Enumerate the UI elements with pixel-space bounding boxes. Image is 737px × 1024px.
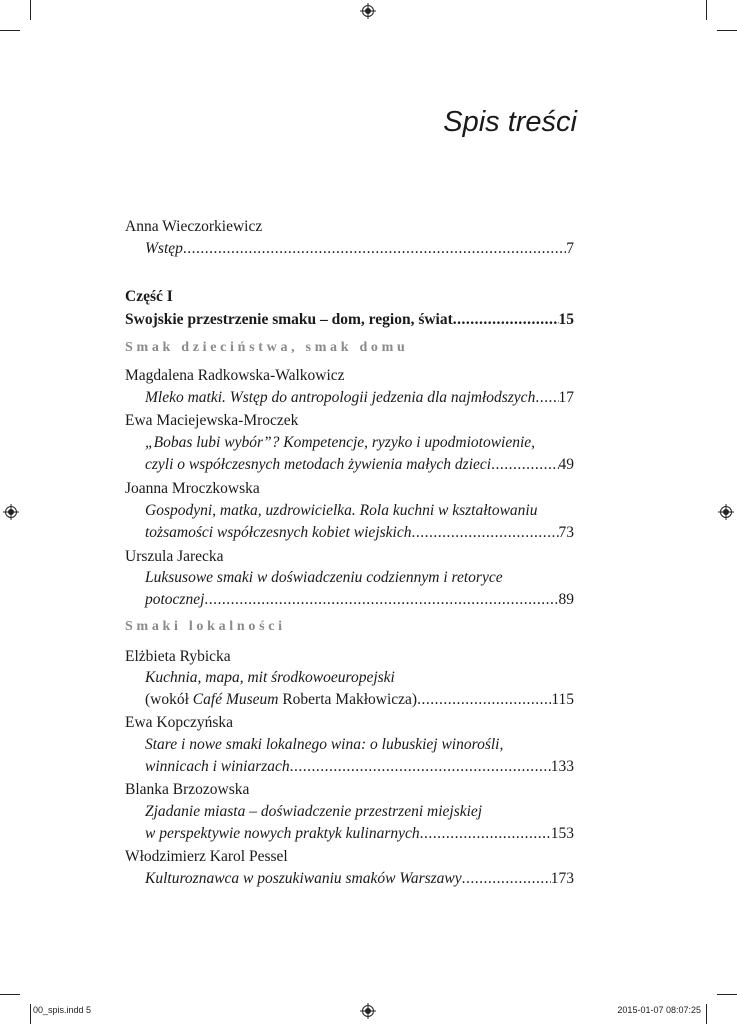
registration-mark-icon <box>360 1003 376 1019</box>
toc-entry-row[interactable] <box>145 589 574 611</box>
footer-timestamp: 2015-01-07 08:07:25 <box>617 1005 701 1015</box>
toc-entry-title: w perspektywie nowych praktyk kulinarnych <box>145 825 420 842</box>
toc-entry-title: „Bobas lubi wybór”? Kompetencje, ryzyko i upodmiotowienie, <box>145 434 536 451</box>
crop-mark-bottom-left-h <box>0 994 20 995</box>
dot-leader <box>417 689 551 711</box>
page-number: 153 <box>550 825 574 842</box>
toc-author: Elżbieta Rybicka <box>125 648 231 665</box>
toc-author: Joanna Mroczkowska <box>125 480 260 497</box>
crop-mark-top-right-v <box>706 0 707 20</box>
page-number: 7 <box>566 240 574 257</box>
toc-author: Blanka Brzozowska <box>125 781 250 798</box>
page-title: Spis treści <box>443 106 577 138</box>
dot-leader <box>204 589 558 611</box>
part-label: Część I <box>125 288 173 305</box>
toc-entry-title <box>145 689 417 711</box>
toc-entry-title: Zjadanie miasta – doświadczenie przestrzeni miejskiej <box>145 803 483 820</box>
toc-entry-row[interactable] <box>145 756 574 778</box>
toc-entry-title: czyli o współczesnych metodach żywienia małych dzieci <box>145 456 492 473</box>
toc-entry-title: Mleko matki. Wstęp do antropologii jedzenia dla najmłodszych <box>145 389 536 406</box>
toc-entry-row[interactable] <box>145 238 574 260</box>
page-number: 17 <box>558 389 574 406</box>
toc-entry-title: Gospodyni, matka, uzdrowicielka. Rola kuchni w kształtowaniu <box>145 502 538 519</box>
toc-entry-title: potocznej <box>145 591 205 608</box>
crop-mark-bottom-right-h <box>717 994 737 995</box>
registration-mark-icon <box>360 3 376 19</box>
toc-entry-title: Wstęp <box>145 240 183 257</box>
crop-mark-bottom-left-v <box>30 1004 31 1024</box>
page-number: 15 <box>558 311 574 328</box>
toc-author: Włodzimierz Karol Pessel <box>125 848 288 865</box>
toc-entry-row[interactable] <box>145 454 574 476</box>
crop-mark-top-right-h <box>717 30 737 31</box>
dot-leader <box>535 387 558 409</box>
toc-entry-title: Luksusowe smaki w doświadczeniu codziennym i retoryce <box>145 569 503 586</box>
toc-entry-row[interactable] <box>145 522 574 544</box>
registration-mark-icon <box>3 504 19 520</box>
section-heading: Smak dzieciństwa, smak domu <box>125 340 409 355</box>
crop-mark-bottom-right-v <box>706 1004 707 1024</box>
page-number: 115 <box>551 691 574 708</box>
dot-leader <box>290 756 551 778</box>
dot-leader <box>420 823 551 845</box>
page-number: 133 <box>550 758 574 775</box>
dot-leader <box>411 522 558 544</box>
toc-entry-text: Roberta Makłowicza) <box>278 691 418 708</box>
toc-entry-title: winnicach i winiarzach <box>145 758 290 775</box>
registration-mark-icon <box>718 504 734 520</box>
part-title: Swojskie przestrzenie smaku – dom, region, świat <box>125 311 453 328</box>
toc-entry-title: Kulturoznawca w poszukiwaniu smaków Warszawy <box>145 870 462 887</box>
toc-entry-text: (wokół <box>145 691 193 708</box>
toc-entry-title: Stare i nowe smaki lokalnego wina: o lubuskiej winorośli, <box>145 736 504 753</box>
dot-leader <box>453 309 559 331</box>
toc-author: Ewa Kopczyńska <box>125 714 234 731</box>
dot-leader <box>462 868 551 890</box>
toc-entry-row[interactable] <box>145 868 574 890</box>
toc-entry-row[interactable] <box>145 823 574 845</box>
toc-author: Anna Wieczorkiewicz <box>125 218 263 235</box>
toc-author: Magdalena Radkowska-Walkowicz <box>125 367 345 384</box>
page-number: 49 <box>558 456 574 473</box>
page-number: 89 <box>558 591 574 608</box>
toc-entry-row[interactable] <box>145 689 574 711</box>
toc-entry-row[interactable] <box>145 387 574 409</box>
toc-entry-text-italic: Café Museum <box>192 691 279 708</box>
dot-leader <box>183 238 566 260</box>
page-number: 73 <box>558 524 574 541</box>
toc-author: Urszula Jarecka <box>125 548 224 565</box>
footer-file-slug: 00_spis.indd 5 <box>33 1005 92 1015</box>
toc-entry-title: Kuchnia, mapa, mit środkowoeuropejski <box>145 669 395 686</box>
part-title-row[interactable] <box>125 309 574 331</box>
crop-mark-top-left-v <box>30 0 31 20</box>
dot-leader <box>491 454 558 476</box>
toc-author: Ewa Maciejewska-Mroczek <box>125 412 299 429</box>
page-number: 173 <box>550 870 574 887</box>
toc-entry-title: tożsamości współczesnych kobiet wiejskich <box>145 524 412 541</box>
crop-mark-top-left-h <box>0 30 20 31</box>
section-heading: Smaki lokalności <box>125 619 286 634</box>
